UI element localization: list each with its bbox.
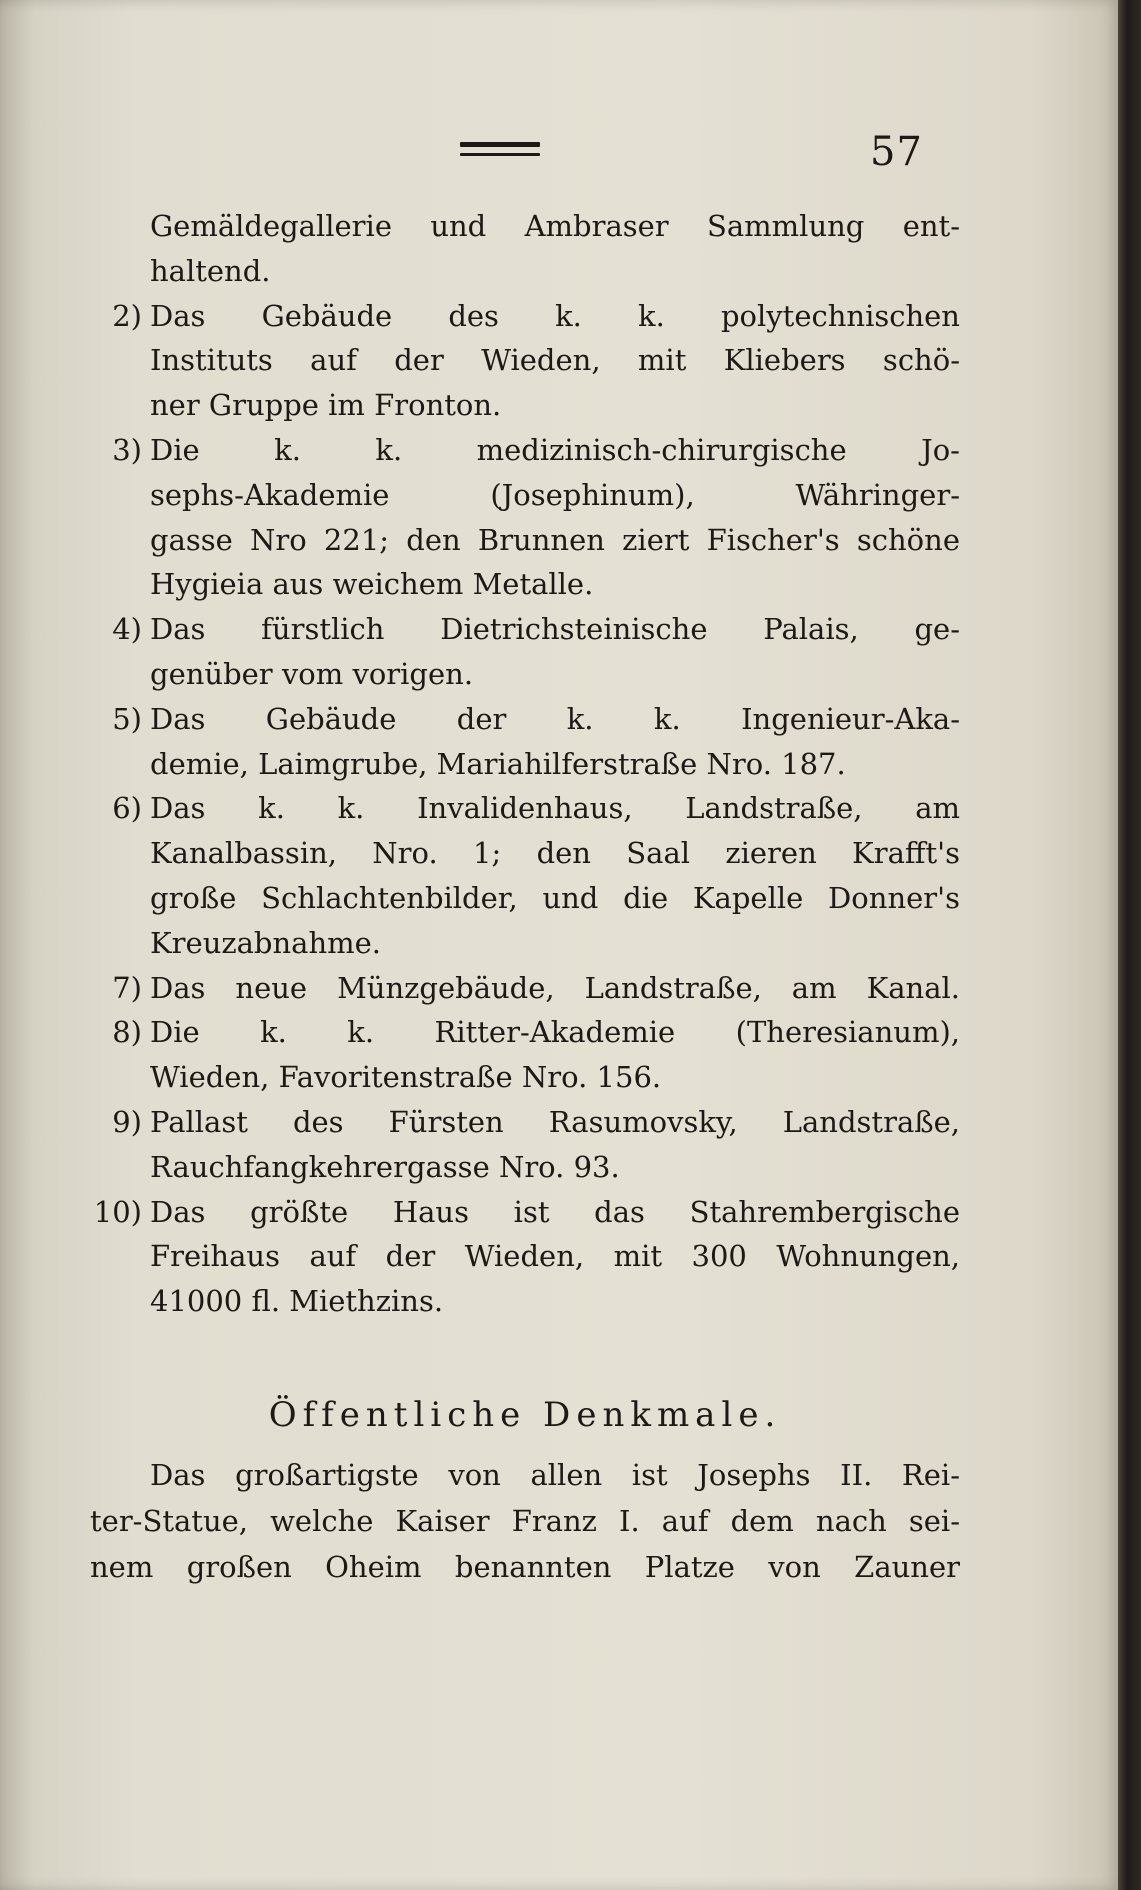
book-spine-edge [1118,0,1141,1890]
line-text: Das größte Haus ist das Stahrembergische [150,1194,960,1229]
list-item-6 [90,786,960,831]
page-number: 57 [870,129,923,175]
item-number: 6) [112,791,142,826]
line-text: sephs-Akademie (Josephinum), Währinger- [150,477,960,512]
line-text: Die k. k. medizinisch-chirurgische Jo- [150,432,960,467]
header-rule [460,142,540,147]
continuation-line [90,204,960,249]
item-number: 3) [112,432,142,467]
list-item-line [90,742,960,787]
list-item-8 [90,1010,960,1055]
line-text: Das Gebäude der k. k. Ingenieur-Aka- [150,701,960,736]
section-paragraph [90,1452,960,1590]
item-number: 9) [112,1104,142,1139]
list-item-5 [90,697,960,742]
list-item-line [90,1145,960,1190]
header-rule-thin [460,153,540,156]
line-text: 41000 fl. Miethzins. [150,1284,444,1319]
line-text: Kanalbassin, Nro. 1; den Saal zieren Krafft's [150,836,960,871]
paragraph-line: ter-Statue, welche Kaiser Franz I. auf dem nach sei- [90,1504,960,1538]
line-text: Freihaus auf der Wieden, mit 300 Wohnungen, [150,1239,960,1274]
list-item-2 [90,294,960,339]
list-text-block [90,204,960,1324]
line-text: genüber vom vorigen. [150,656,474,691]
line-text: Pallast des Fürsten Rasumovsky, Landstraße, [150,1104,960,1139]
line-text: Rauchfangkehrergasse Nro. 93. [150,1149,620,1184]
item-number: 2) [112,298,142,333]
list-item-7 [90,966,960,1011]
list-item-line [90,562,960,607]
list-item-line [90,338,960,383]
line-text: Das fürstlich Dietrichsteinische Palais, ge- [150,612,960,647]
line-text: Kreuzabnahme. [150,925,382,960]
list-item-line [90,1234,960,1279]
paragraph-line: Das großartigste von allen ist Josephs II. Rei- [150,1458,960,1492]
list-item-line [90,831,960,876]
line-text: Gemäldegallerie und Ambraser Sammlung ent- [150,209,960,243]
line-text: Wieden, Favoritenstraße Nro. 156. [150,1060,662,1095]
line-text: haltend. [150,253,271,288]
list-item-line [90,876,960,921]
list-item-line [90,652,960,697]
item-number: 7) [112,970,142,1005]
list-item-3 [90,428,960,473]
list-item-line [90,473,960,518]
item-number: 4) [112,612,142,647]
line-text: große Schlachtenbilder, und die Kapelle Donner's [150,880,960,915]
line-text: gasse Nro 221; den Brunnen ziert Fischer's schöne [150,522,960,557]
list-item-9 [90,1100,960,1145]
list-item-line [90,518,960,563]
item-number: 10) [93,1194,142,1229]
item-number: 8) [112,1015,142,1050]
list-item-line [90,1279,960,1324]
line-text: demie, Laimgrube, Mariahilferstraße Nro. 187. [150,746,846,781]
list-item-line [90,921,960,966]
list-item-10 [90,1190,960,1235]
list-item-line [90,1055,960,1100]
line-text: Die k. k. Ritter-Akademie (Theresianum), [150,1015,960,1050]
item-number: 5) [112,701,142,736]
line-text: ner Gruppe im Fronton. [150,388,502,423]
line-text: Instituts auf der Wieden, mit Kliebers schö- [150,343,960,378]
line-text: Das neue Münzgebäude, Landstraße, am Kanal. [150,970,960,1005]
line-text: Hygieia aus weichem Metalle. [150,567,594,602]
line-text: Das k. k. Invalidenhaus, Landstraße, am [150,791,960,826]
paragraph-line: nem großen Oheim benannten Platze von Zauner [90,1550,960,1584]
continuation-line [90,249,960,294]
list-item-line [90,383,960,428]
section-heading: Öffentliche Denkmale. [268,1395,782,1435]
list-item-4 [90,607,960,652]
line-text: Das Gebäude des k. k. polytechnischen [150,298,960,333]
